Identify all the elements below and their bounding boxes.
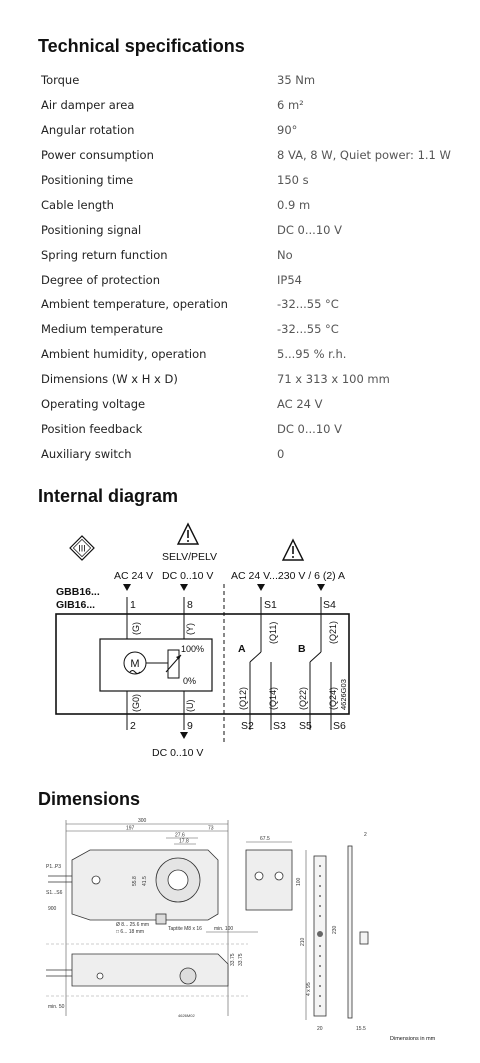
spec-label: Ambient humidity, operation xyxy=(41,347,207,362)
terminal-arrow xyxy=(180,732,188,739)
terminal-arrow xyxy=(257,584,265,591)
spec-label: Torque xyxy=(41,73,80,88)
terminal-s4: S4 xyxy=(323,599,336,611)
spec-row xyxy=(41,168,461,193)
spec-label: Angular rotation xyxy=(41,123,135,138)
pin-y: (Y) xyxy=(185,623,195,635)
internal-diagram xyxy=(52,522,372,762)
dim-33-75-b: 33.75 xyxy=(238,953,244,966)
motor-label: M xyxy=(130,658,140,670)
spec-row xyxy=(41,143,461,168)
warning-icon xyxy=(283,540,303,560)
terminal-arrow xyxy=(123,584,131,591)
diagram-doc-code: 4626G03 xyxy=(339,679,348,710)
dc-out-label: DC 0..10 V xyxy=(152,747,204,759)
pin-q22: (Q22) xyxy=(298,686,308,710)
spec-value: No xyxy=(277,247,293,262)
pct-0-label: 0% xyxy=(183,676,197,686)
dim-17-8: 17.8 xyxy=(179,838,189,845)
protection-class-icon xyxy=(70,536,94,560)
dim-55-8: 55.8 xyxy=(132,876,138,886)
dim-shaft-square: □ 6... 18 mm xyxy=(116,929,145,935)
spec-value: 0.9 m xyxy=(277,197,311,212)
dim-27-6: 27.6 xyxy=(175,832,185,839)
spec-label: Air damper area xyxy=(41,98,135,113)
spec-row xyxy=(41,267,461,292)
spec-value: AC 24 V xyxy=(277,397,323,412)
spec-value: 35 Nm xyxy=(277,73,316,88)
terminal-8: 8 xyxy=(187,599,193,611)
pin-q12: (Q12) xyxy=(238,686,248,710)
dim-shaft-round: Ø 8... 25.6 mm xyxy=(116,922,150,928)
spec-value: -32...55 °C xyxy=(277,297,339,312)
spec-row xyxy=(41,342,461,367)
dimensions-drawing xyxy=(38,816,448,1046)
spec-label: Position feedback xyxy=(41,421,143,436)
spec-value: DC 0...10 V xyxy=(277,421,342,436)
terminal-1: 1 xyxy=(130,599,136,611)
spec-row xyxy=(41,367,461,392)
spec-label: Medium temperature xyxy=(41,322,163,337)
specs-title: Technical specifications xyxy=(38,36,245,56)
terminal-2: 2 xyxy=(130,720,136,732)
model-gib16: GIB16... xyxy=(56,599,96,611)
spec-value: 0 xyxy=(277,446,285,461)
dim-min-100: min. 100 xyxy=(214,926,234,932)
warning-icon xyxy=(178,524,198,544)
dim-33-75-a: 33.75 xyxy=(230,953,236,966)
spec-label: Spring return function xyxy=(41,247,168,262)
spec-value: 5...95 % r.h. xyxy=(277,347,347,362)
spec-row xyxy=(41,392,461,417)
dim-tapfit: Taptite M8 x 16 xyxy=(168,926,202,932)
dim-300: 300 xyxy=(138,818,147,824)
dim-230: 230 xyxy=(332,925,338,934)
dimensions-title: Dimensions xyxy=(38,789,141,809)
dc-in-label: DC 0..10 V xyxy=(162,570,214,582)
dim-20: 20 xyxy=(317,1026,323,1032)
pin-q14: (Q14) xyxy=(268,686,278,710)
spec-value: IP54 xyxy=(277,272,302,287)
spec-value: 150 s xyxy=(277,173,309,187)
spec-value: 6 m² xyxy=(277,98,304,113)
pin-q11: (Q11) xyxy=(268,621,278,644)
dim-67-5: 67.5 xyxy=(260,836,270,842)
spec-value: 8 VA, 8 W, Quiet power: 1.1 W xyxy=(277,148,451,163)
dimensions-note: Dimensions in mm xyxy=(390,1036,436,1042)
diagram-title: Internal diagram xyxy=(38,486,179,506)
spec-label: Dimensions (W x H x D) xyxy=(41,372,178,387)
switch-b-label: B xyxy=(298,643,306,655)
spec-label: Operating voltage xyxy=(41,397,146,412)
terminal-9: 9 xyxy=(187,720,193,732)
spec-value: 90° xyxy=(277,123,298,138)
dim-73: 73 xyxy=(208,825,214,832)
dim-2: 2 xyxy=(364,832,367,838)
terminal-s3: S3 xyxy=(273,720,286,732)
dim-100: 100 xyxy=(296,877,302,886)
spec-label: Positioning time xyxy=(41,173,134,187)
dim-s1s6: S1...S6 xyxy=(46,890,63,896)
terminal-arrow xyxy=(180,584,188,591)
spec-row xyxy=(41,416,461,441)
terminal-s5: S5 xyxy=(299,720,312,732)
spec-value: -32...55 °C xyxy=(277,322,339,337)
spec-value: DC 0...10 V xyxy=(277,222,342,237)
spec-row xyxy=(41,317,461,342)
dim-min-50: min. 50 xyxy=(48,1004,65,1010)
spec-label: Auxiliary switch xyxy=(41,446,132,461)
spec-label: Cable length xyxy=(41,197,114,212)
spec-label: Degree of protection xyxy=(41,272,160,287)
dim-210: 210 xyxy=(300,937,306,946)
pin-g0: (G0) xyxy=(131,694,141,712)
switch-a-label: A xyxy=(238,643,246,655)
model-gbb16: GBB16... xyxy=(56,586,100,598)
spec-label: Positioning signal xyxy=(41,222,142,237)
protection-class-label: III xyxy=(78,543,86,554)
dims-doc-code: 4626M02 xyxy=(178,1013,195,1018)
dim-15-5: 15.5 xyxy=(356,1026,366,1032)
ac24-label: AC 24 V xyxy=(114,570,154,582)
spec-label: Power consumption xyxy=(41,148,154,163)
specs-table xyxy=(41,68,461,466)
spec-row xyxy=(41,68,461,93)
terminal-s6: S6 xyxy=(333,720,346,732)
selv-label: SELV/PELV xyxy=(162,551,218,563)
spec-row xyxy=(41,192,461,217)
terminal-arrow xyxy=(317,584,325,591)
spec-row xyxy=(41,118,461,143)
spec-row xyxy=(41,242,461,267)
pin-g: (G) xyxy=(131,622,141,635)
spec-label: Ambient temperature, operation xyxy=(41,297,228,312)
spec-row xyxy=(41,217,461,242)
dim-p1p3: P1..P3 xyxy=(46,864,62,870)
pin-q24: (Q24) xyxy=(328,686,338,710)
terminal-s2: S2 xyxy=(241,720,254,732)
spec-row xyxy=(41,292,461,317)
dim-41-5: 41.5 xyxy=(142,876,148,886)
pin-q21: (Q21) xyxy=(328,620,338,644)
pin-u: (U) xyxy=(185,699,195,712)
pct-100-label: 100% xyxy=(181,644,205,654)
terminal-s1: S1 xyxy=(264,599,277,611)
dim-197: 197 xyxy=(126,825,135,832)
spec-row xyxy=(41,93,461,118)
spec-row xyxy=(41,441,461,466)
spec-value: 71 x 313 x 100 mm xyxy=(277,372,390,387)
dim-900: 900 xyxy=(48,906,57,912)
dim-4x95: 4 x 95 xyxy=(306,982,312,996)
aux-voltage-label: AC 24 V...230 V / 6 (2) A xyxy=(231,570,346,582)
